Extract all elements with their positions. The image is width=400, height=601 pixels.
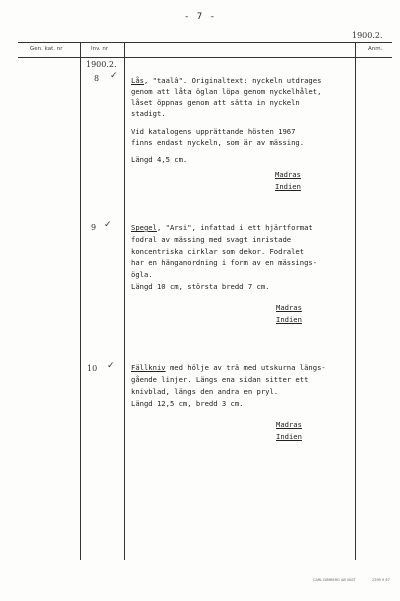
check-mark-icon: ✓: [110, 71, 118, 81]
entry-title: Fällkniv: [131, 363, 166, 372]
entry-line: genom att låta öglan löpa genom nyckelhålet,: [131, 87, 322, 96]
entry-description: [131, 363, 326, 374]
entry-line: finns endast nyckeln, som är av mässing.: [131, 138, 305, 147]
header-gen-kat: Gen. kat. nr: [30, 46, 63, 52]
entry-line: ögla.: [131, 270, 153, 279]
header-inv: Inv. nr: [91, 46, 109, 52]
entry-line: koncentriska cirklar som dekor. Fodralet: [131, 247, 305, 256]
entry-line: fodral av mässing med svagt inristade: [131, 235, 292, 244]
table-top-rule: [18, 42, 392, 43]
collection-code: 1900.2.: [352, 31, 383, 40]
entry-line: stadigt.: [131, 109, 166, 118]
entry-description: [131, 223, 313, 234]
entry-line: Längd 10 cm, största bredd 7 cm.: [131, 282, 270, 291]
footer-form-code: 2399 9 67: [372, 578, 390, 582]
place-country: Indien: [275, 182, 301, 191]
group-label: 1900.2.: [86, 60, 117, 69]
place-country: Indien: [276, 315, 302, 324]
check-mark-icon: ✓: [107, 361, 115, 371]
entry-number: 8: [94, 74, 100, 83]
entry-line: Längd 4,5 cm.: [131, 155, 188, 164]
place-country: Indien: [276, 432, 302, 441]
table-header-rule: [18, 57, 392, 58]
entry-number: 9: [91, 223, 97, 232]
entry-line: har en hänganordning i form av en mässings-: [131, 258, 318, 267]
entry-line: med hölje av trä med utskurna längs-: [165, 363, 326, 372]
place-city: Madras: [275, 170, 301, 179]
footer-printer: CARL DIMBERG AB VÄST: [313, 578, 356, 582]
column-divider-1: [80, 42, 81, 560]
entry-number: 10: [87, 364, 98, 373]
entry-line: , "taalâ". Originaltext: nyckeln utdrages: [143, 76, 322, 85]
check-mark-icon: ✓: [104, 220, 112, 230]
entry-line: Vid katalogens upprättande hösten 1967: [131, 127, 296, 136]
header-anm: Anm.: [368, 46, 383, 52]
column-divider-3: [355, 42, 356, 560]
entry-line: , "Arsi", infattad i ett hjärtformat: [156, 223, 313, 232]
column-divider-2: [124, 42, 125, 560]
entry-title: Spegel: [131, 223, 157, 232]
place-city: Madras: [276, 303, 302, 312]
entry-line: knivblad, längs den andra en pryl.: [131, 387, 279, 396]
entry-line: låset öppnas genom att sätta in nyckeln: [131, 98, 300, 107]
entry-line: gående linjer. Längs ena sidan sitter ett: [131, 375, 309, 384]
entry-title: Lås: [131, 76, 144, 85]
place-city: Madras: [276, 420, 302, 429]
entry-description: [131, 76, 321, 87]
page-number: - 7 -: [183, 12, 217, 22]
entry-line: Längd 12,5 cm, bredd 3 cm.: [131, 399, 244, 408]
